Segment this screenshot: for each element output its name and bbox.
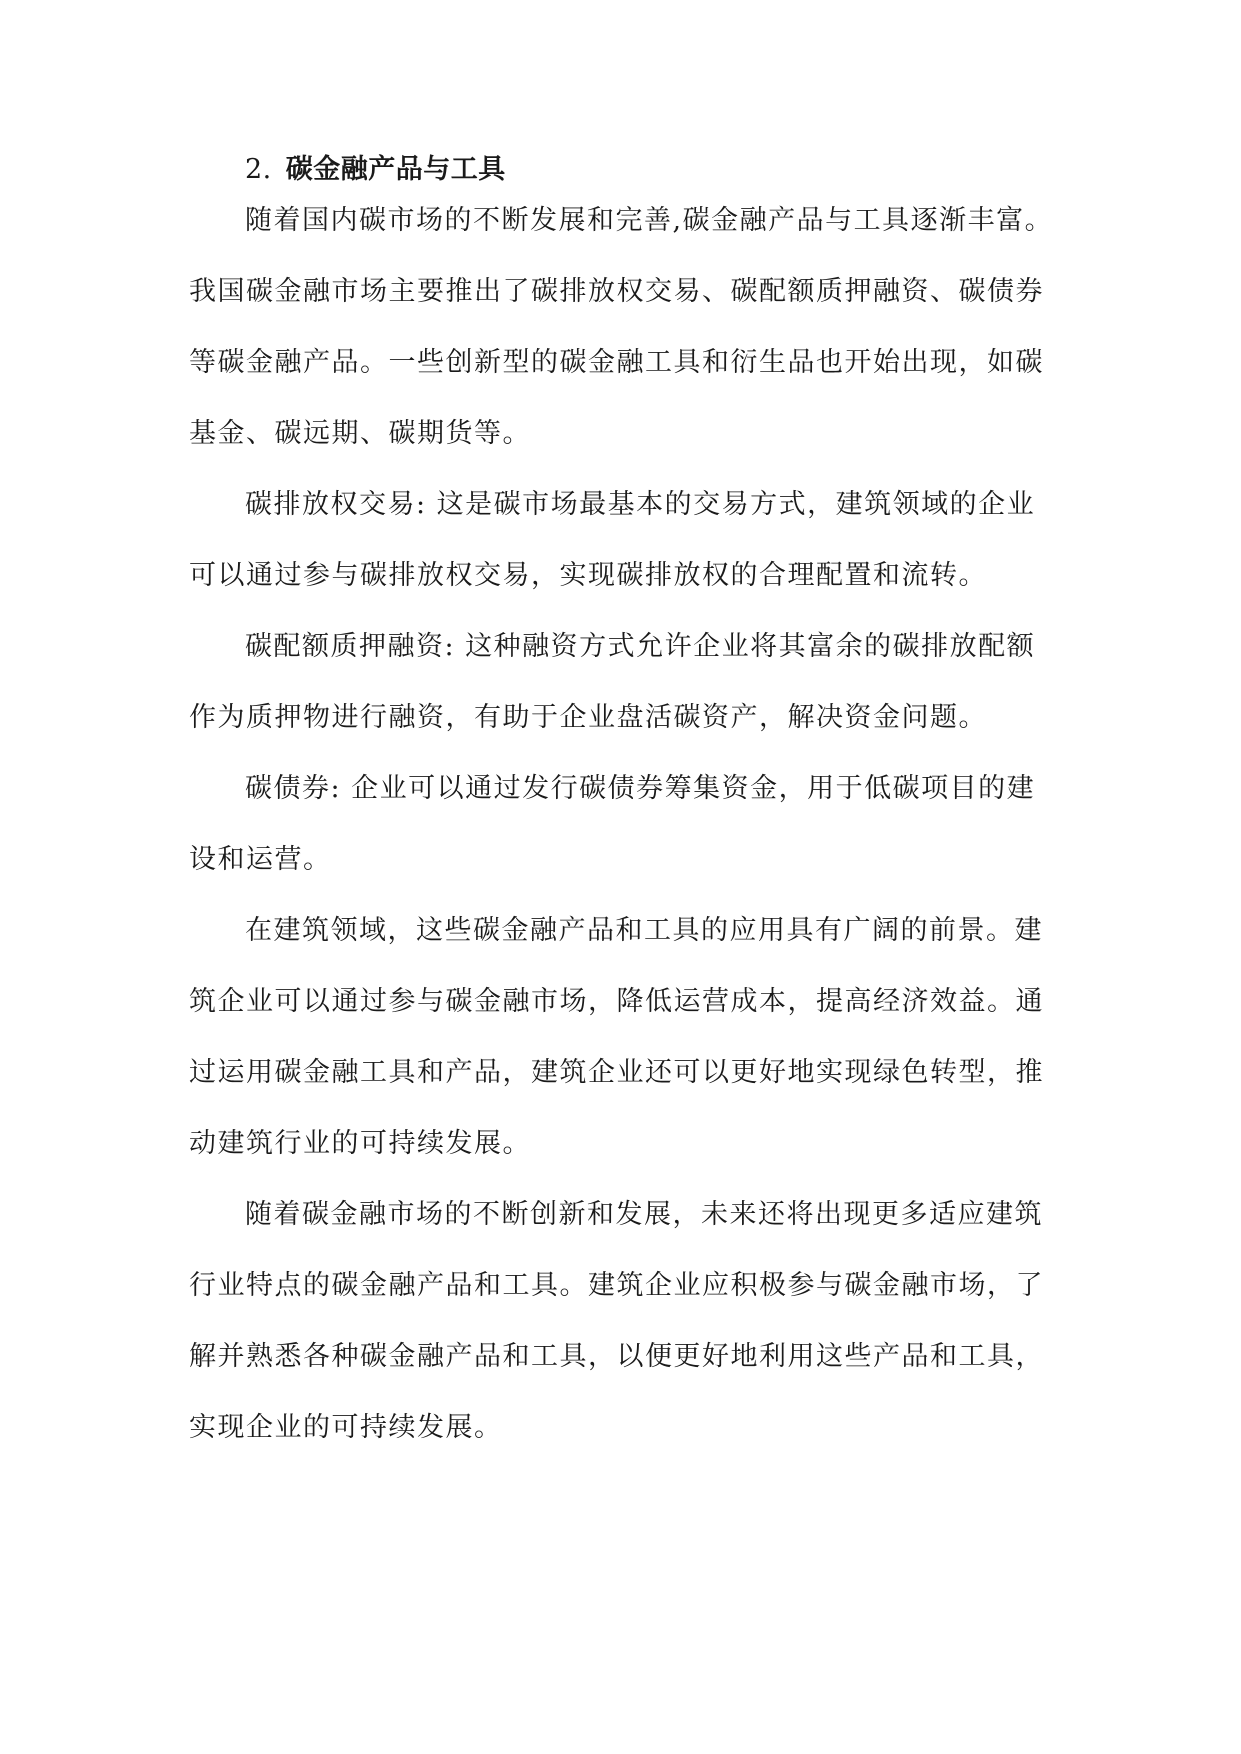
paragraph-line: 随着碳金融市场的不断创新和发展，未来还将出现更多适应建筑 (245, 1199, 1043, 1230)
paragraph-line: 在建筑领域，这些碳金融产品和工具的应用具有广阔的前景。建 (245, 915, 1043, 946)
paragraph-line: 碳债券: 企业可以通过发行碳债券筹集资金，用于低碳项目的建 (245, 773, 1036, 804)
paragraph-line: 行业特点的碳金融产品和工具。建筑企业应积极参与碳金融市场，了 (189, 1270, 1044, 1301)
section-heading (245, 150, 506, 190)
paragraph-line: 基金、碳远期、碳期货等。 (189, 418, 531, 449)
paragraph-line: 设和运营。 (189, 844, 332, 875)
paragraph-line: 筑企业可以通过参与碳金融市场，降低运营成本，提高经济效益。通 (189, 986, 1044, 1017)
section-title: 碳金融产品与工具 (285, 154, 506, 185)
paragraph-line: 我国碳金融市场主要推出了碳排放权交易、碳配额质押融资、碳债券 (189, 276, 1044, 307)
paragraph-line: 实现企业的可持续发展。 (189, 1412, 503, 1443)
paragraph-line: 可以通过参与碳排放权交易，实现碳排放权的合理配置和流转。 (189, 560, 987, 591)
paragraph-line: 随着国内碳市场的不断发展和完善,碳金融产品与工具逐渐丰富。 (245, 205, 1054, 236)
paragraph-line: 过运用碳金融工具和产品，建筑企业还可以更好地实现绿色转型，推 (189, 1057, 1044, 1088)
paragraph-line: 动建筑行业的可持续发展。 (189, 1128, 531, 1159)
paragraph-line: 解并熟悉各种碳金融产品和工具，以便更好地利用这些产品和工具， (189, 1341, 1044, 1372)
section-number: 2. (245, 154, 272, 185)
paragraph-line: 等碳金融产品。一些创新型的碳金融工具和衍生品也开始出现，如碳 (189, 347, 1044, 378)
paragraph-line: 作为质押物进行融资，有助于企业盘活碳资产，解决资金问题。 (189, 702, 987, 733)
paragraph-line: 碳配额质押融资: 这种融资方式允许企业将其富余的碳排放配额 (245, 631, 1036, 662)
paragraph-line: 碳排放权交易: 这是碳市场最基本的交易方式，建筑领域的企业 (245, 489, 1036, 520)
